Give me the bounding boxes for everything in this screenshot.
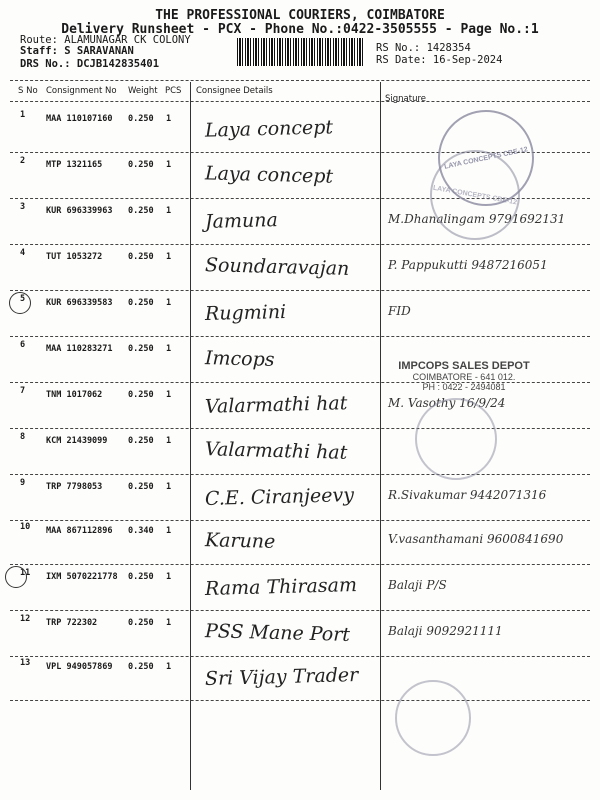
divider-consignee <box>190 82 191 790</box>
row-sno: 13 <box>20 658 31 668</box>
row-separator <box>10 428 590 429</box>
row-sno: 5 <box>20 294 26 304</box>
row-weight: 0.340 <box>128 526 154 536</box>
col-consignment: Consignment No <box>46 86 117 96</box>
row-pcs: 1 <box>166 482 172 492</box>
row-weight: 0.250 <box>128 160 154 170</box>
row-separator <box>10 520 590 521</box>
row-weight: 0.250 <box>128 252 154 262</box>
row-separator <box>10 610 590 611</box>
laya-stamp-second: LAYA CONCEPTS CBE-12 <box>423 143 527 247</box>
header-bottom-rule <box>10 101 590 102</box>
row-consignee: C.E. Ciranjeevy <box>204 484 355 510</box>
barcode <box>237 38 365 66</box>
impcops-stamp: IMPCOPS SALES DEPOT COIMBATORE - 641 012. PH : 0422 - 2494081 <box>398 360 530 392</box>
row-pcs: 1 <box>166 344 172 354</box>
row-consignee: Laya concept <box>204 116 334 142</box>
row-signature: P. Pappukutti 9487216051 <box>388 258 548 272</box>
row-pcs: 1 <box>166 662 172 672</box>
col-signature: Signature <box>385 94 427 104</box>
row-consignee: Valarmathi hat <box>204 438 348 464</box>
round-seal-13 <box>395 680 471 756</box>
row-separator <box>10 336 590 337</box>
row-separator <box>10 474 590 475</box>
row-separator <box>10 244 590 245</box>
row-pcs: 1 <box>166 436 172 446</box>
row-weight: 0.250 <box>128 390 154 400</box>
row-pcs: 1 <box>166 526 172 536</box>
row-weight: 0.250 <box>128 618 154 628</box>
divider-signature <box>380 82 381 790</box>
row-signature: V.vasanthamani 9600841690 <box>388 532 564 546</box>
row-signature: FID <box>388 304 411 318</box>
row-sno: 11 <box>20 568 31 578</box>
row-consignment: IXM 5070221778 <box>46 572 118 582</box>
row-consignee: Rama Thirasam <box>204 574 358 600</box>
row-weight: 0.250 <box>128 482 154 492</box>
row-pcs: 1 <box>166 252 172 262</box>
col-consignee: Consignee Details <box>196 86 273 96</box>
row-sno: 4 <box>20 248 26 258</box>
row-signature: M.Dhanalingam 9791692131 <box>388 212 566 226</box>
runsheet-title: Delivery Runsheet - PCX - Phone No.:0422-3505555 - Page No.:1 <box>61 22 539 37</box>
row-consignment: TRP 7798053 <box>46 482 103 492</box>
row-consignee: Sri Vijay Trader <box>204 663 359 691</box>
row-pcs: 1 <box>166 114 172 124</box>
row-weight: 0.250 <box>128 572 154 582</box>
row-weight: 0.250 <box>128 114 154 124</box>
row-sno: 3 <box>20 202 26 212</box>
row-separator <box>10 700 590 701</box>
row-signature: M. Vasothy 16/9/24 <box>388 396 506 410</box>
row-weight: 0.250 <box>128 662 154 672</box>
row-pcs: 1 <box>166 206 172 216</box>
row-sno: 6 <box>20 340 26 350</box>
row-consignment: MTP 1321165 <box>46 160 103 170</box>
row-consignment: MAA 110107160 <box>46 114 113 124</box>
company-title: THE PROFESSIONAL COURIERS, COIMBATORE <box>155 8 445 23</box>
col-weight: Weight <box>128 86 158 96</box>
row-consignment: KUR 696339583 <box>46 298 113 308</box>
row-sno: 8 <box>20 432 26 442</box>
row-sno: 10 <box>20 522 31 532</box>
drs-label: DRS No.: DCJB142835401 <box>20 58 160 70</box>
row-consignment: VPL 949057869 <box>46 662 113 672</box>
row-consignee: Valarmathi hat <box>204 392 348 418</box>
route-label: Route: ALAMUNAGAR CK COLONY <box>20 34 191 46</box>
row-separator <box>10 656 590 657</box>
row-sno: 2 <box>20 156 26 166</box>
row-consignee: PSS Mane Port <box>204 620 351 646</box>
col-pcs: PCS <box>165 86 182 96</box>
staff-label: Staff: S SARAVANAN <box>20 45 134 57</box>
row-consignee: Rugmini <box>204 300 287 326</box>
row-consignee: Soundaravajan <box>204 254 350 280</box>
row-consignment: KUR 696339963 <box>46 206 113 216</box>
row-consignment: MAA 110283271 <box>46 344 113 354</box>
row-signature: Balaji P/S <box>388 578 447 592</box>
row-consignee: Laya concept <box>204 162 334 188</box>
laya-stamp: LAYA CONCEPTS CBE-12 <box>429 101 543 215</box>
row-signature: R.Sivakumar 9442071316 <box>388 488 547 502</box>
row-sno: 7 <box>20 386 26 396</box>
col-sno: S No <box>18 86 38 96</box>
row-11-circle-mark <box>5 566 27 588</box>
row-pcs: 1 <box>166 298 172 308</box>
row-sno: 12 <box>20 614 31 624</box>
row-separator <box>10 564 590 565</box>
rs-no-label: RS No.: 1428354 <box>376 42 471 54</box>
row-consignment: TNM 1017062 <box>46 390 103 400</box>
round-seal-7 <box>415 398 497 480</box>
row-signature: Balaji 9092921111 <box>388 624 503 638</box>
row-pcs: 1 <box>166 390 172 400</box>
header-top-rule <box>10 80 590 81</box>
row-weight: 0.250 <box>128 206 154 216</box>
row-consignee: Jamuna <box>204 209 279 233</box>
row-pcs: 1 <box>166 618 172 628</box>
row-pcs: 1 <box>166 160 172 170</box>
row-consignee: Karune <box>204 529 276 553</box>
row-consignment: MAA 867112896 <box>46 526 113 536</box>
row-weight: 0.250 <box>128 436 154 446</box>
rs-date-label: RS Date: 16-Sep-2024 <box>376 54 503 66</box>
row-consignment: TUT 1053272 <box>46 252 103 262</box>
row-sno: 1 <box>20 110 26 120</box>
row-separator <box>10 290 590 291</box>
row-consignment: TRP 722302 <box>46 618 98 628</box>
row-weight: 0.250 <box>128 344 154 354</box>
row-pcs: 1 <box>166 572 172 582</box>
row-weight: 0.250 <box>128 298 154 308</box>
row-sno: 9 <box>20 478 26 488</box>
row-consignee: Imcops <box>204 347 275 371</box>
row-consignment: KCM 21439099 <box>46 436 108 446</box>
row-5-circle-mark <box>9 292 31 314</box>
